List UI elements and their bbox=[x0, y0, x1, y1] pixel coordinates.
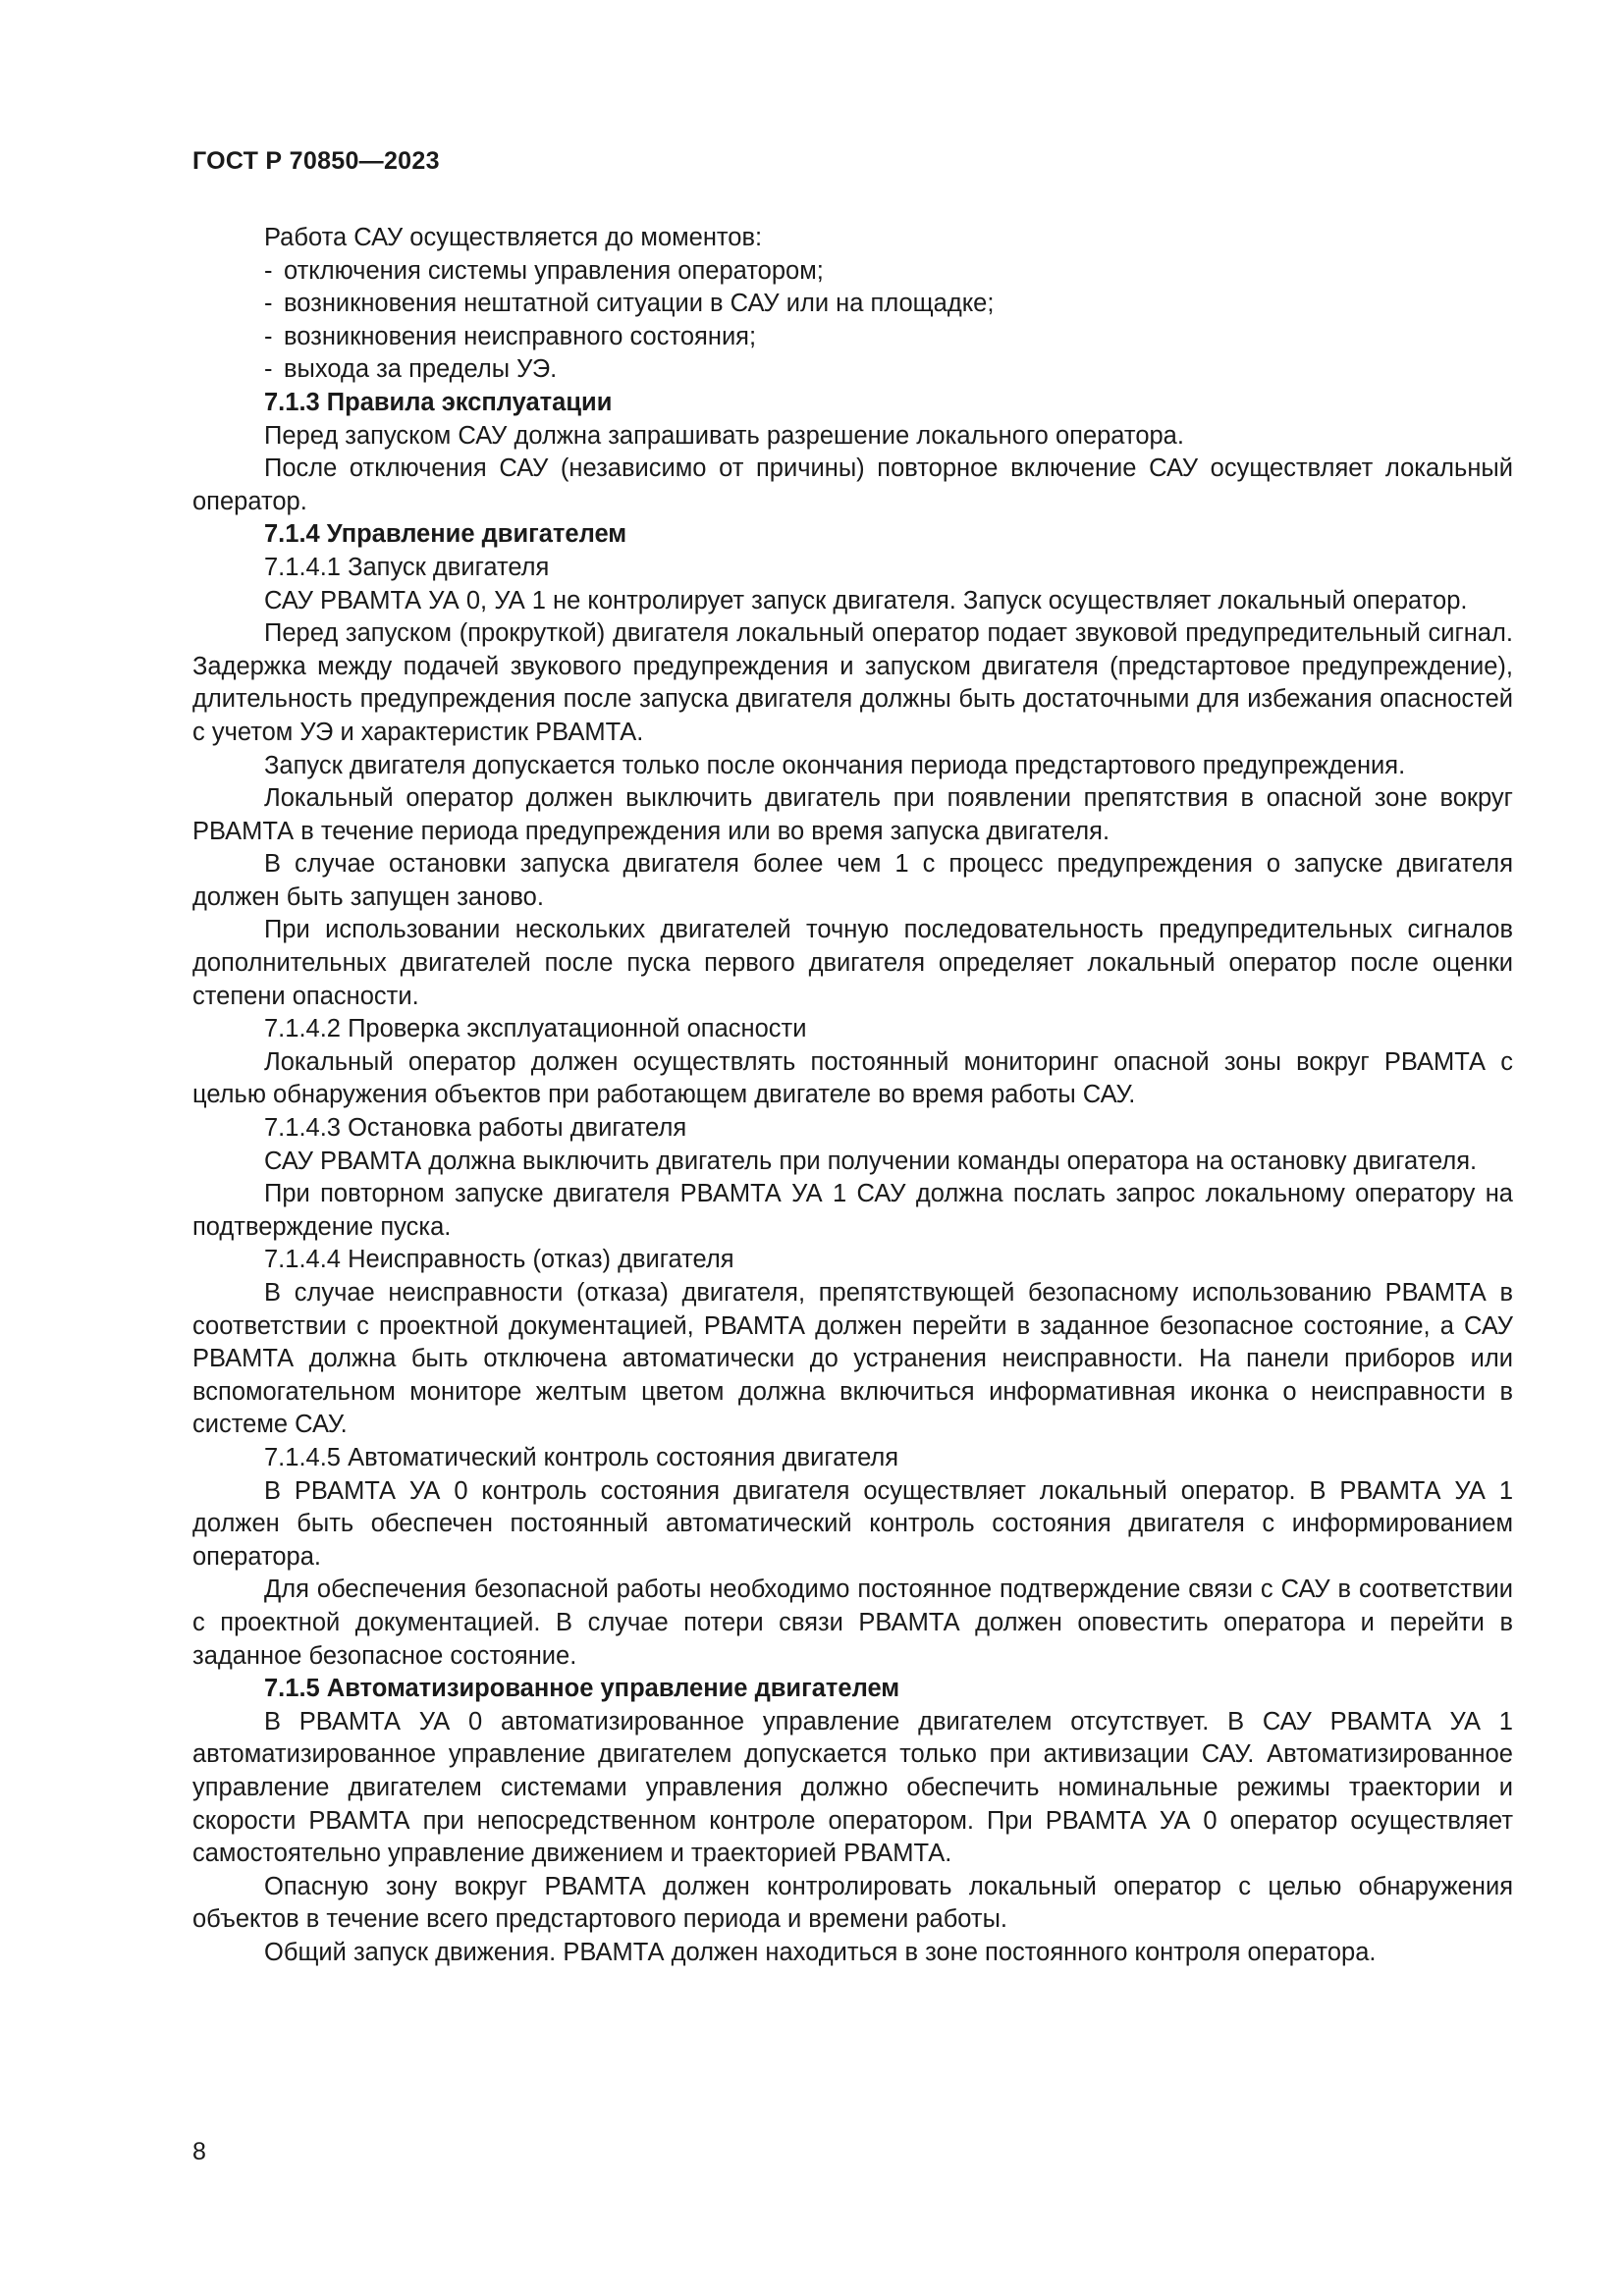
list-item: - возникновения неисправного состояния; bbox=[192, 321, 1513, 354]
paragraph: В РВАМТА УА 0 автоматизированное управление двигателем отсутствует. В САУ РВАМТА УА 1 автоматизированное управление двигателем допускается только при активизации САУ. Автоматизированное управление двигателем системами управления должно обеспечить номинальные режимы траектории и скорости РВАМТА при непосредственном контроле оператором. При РВАМТА УА 0 оператор осуществляет самостоятельно управление движением и траекторией РВАМТА. bbox=[192, 1707, 1513, 1868]
paragraph: Общий запуск движения. РВАМТА должен находиться в зоне постоянного контроля оператора. bbox=[264, 1938, 1377, 1966]
paragraph: Запуск двигателя допускается только после окончания периода предстартового предупреждения. bbox=[264, 751, 1406, 779]
subsection-title-7-1-4-4: 7.1.4.4 Неисправность (отказ) двигателя bbox=[264, 1246, 734, 1274]
paragraph: Для обеспечения безопасной работы необходимо постоянное подтверждение связи с САУ в соответствии с проектной документацией. В случае потери связи РВАМТА должен оповестить оператора и перейти в заданное безопасное состояние. bbox=[192, 1575, 1513, 1670]
intro-paragraph: Работа САУ осуществляется до моментов: bbox=[264, 224, 763, 251]
paragraph: Перед запуском САУ должна запрашивать разрешение локального оператора. bbox=[264, 421, 1184, 450]
document-header: ГОСТ Р 70850—2023 bbox=[192, 147, 440, 175]
paragraph: Перед запуском (прокруткой) двигателя локальный оператор подает звуковой предупредительный сигнал. Задержка между подачей звукового предупреждения и запуском двигателя (предстартовое предупреждение), длительность предупреждения после запуска двигателя должны быть достаточными для избежания опасностей с учетом УЭ и характеристик РВАМТА. bbox=[192, 619, 1513, 746]
paragraph: Локальный оператор должен осуществлять постоянный мониторинг опасной зоны вокруг РВАМТА с целью обнаружения объектов при работающем двигателе во время работы САУ. bbox=[192, 1047, 1513, 1109]
paragraph: САУ РВАМТА должна выключить двигатель при получении команды оператора на остановку двигателя. bbox=[264, 1147, 1478, 1175]
list-item: - отключения системы управления оператором; bbox=[192, 255, 1513, 289]
list-item: - выхода за пределы УЭ. bbox=[192, 353, 1513, 387]
subsection-title-7-1-4-3: 7.1.4.3 Остановка работы двигателя bbox=[264, 1114, 687, 1143]
subsection-title-7-1-4-5: 7.1.4.5 Автоматический контроль состояния двигателя bbox=[264, 1443, 899, 1471]
paragraph: При повторном запуске двигателя РВАМТА УА 1 САУ должна послать запрос локальному оператору на подтверждение пуска. bbox=[192, 1180, 1513, 1241]
paragraph: САУ РВАМТА УА 0, УА 1 не контролирует запуск двигателя. Запуск осуществляет локальный оператор. bbox=[264, 586, 1468, 614]
page-number: 8 bbox=[192, 2138, 206, 2165]
document-body bbox=[192, 222, 1513, 1969]
paragraph: При использовании нескольких двигателей точную последовательность предупредительных сигналов дополнительных двигателей после пуска первого двигателя определяет локальный оператор после оценки степени опасности. bbox=[192, 916, 1513, 1010]
subsection-title-7-1-4-1: 7.1.4.1 Запуск двигателя bbox=[264, 553, 550, 581]
paragraph: После отключения САУ (независимо от причины) повторное включение САУ осуществляет локальный оператор. bbox=[192, 454, 1513, 515]
section-heading-7-1-4: 7.1.4 Управление двигателем bbox=[264, 520, 627, 549]
paragraph: Опасную зону вокруг РВАМТА должен контролировать локальный оператор с целью обнаружения объектов в течение всего предстартового периода и времени работы. bbox=[192, 1872, 1513, 1934]
moments-list bbox=[192, 255, 1513, 387]
section-heading-7-1-3: 7.1.3 Правила эксплуатации bbox=[264, 388, 613, 416]
paragraph: В случае неисправности (отказа) двигателя, препятствующей безопасному использованию РВАМТА в соответствии с проектной документацией, РВАМТА должен перейти в заданное безопасное состояние, а САУ РВАМТА должна быть отключена автоматически до устранения неисправности. На панели приборов или вспомогательном мониторе желтым цветом должна включиться информативная иконка о неисправности в системе САУ. bbox=[192, 1279, 1513, 1439]
subsection-title-7-1-4-2: 7.1.4.2 Проверка эксплуатационной опасности bbox=[264, 1015, 807, 1043]
section-heading-7-1-5: 7.1.5 Автоматизированное управление двигателем bbox=[264, 1675, 900, 1703]
paragraph: В РВАМТА УА 0 контроль состояния двигателя осуществляет локальный оператор. В РВАМТА УА 1 должен быть обеспечен постоянный автоматический контроль состояния двигателя с информированием оператора. bbox=[192, 1476, 1513, 1571]
list-item: - возникновения нештатной ситуации в САУ или на площадке; bbox=[192, 288, 1513, 321]
paragraph: Локальный оператор должен выключить двигатель при появлении препятствия в опасной зоне вокруг РВАМТА в течение периода предупреждения или во время запуска двигателя. bbox=[192, 784, 1513, 845]
paragraph: В случае остановки запуска двигателя более чем 1 с процесс предупреждения о запуске двигателя должен быть запущен заново. bbox=[192, 850, 1513, 911]
